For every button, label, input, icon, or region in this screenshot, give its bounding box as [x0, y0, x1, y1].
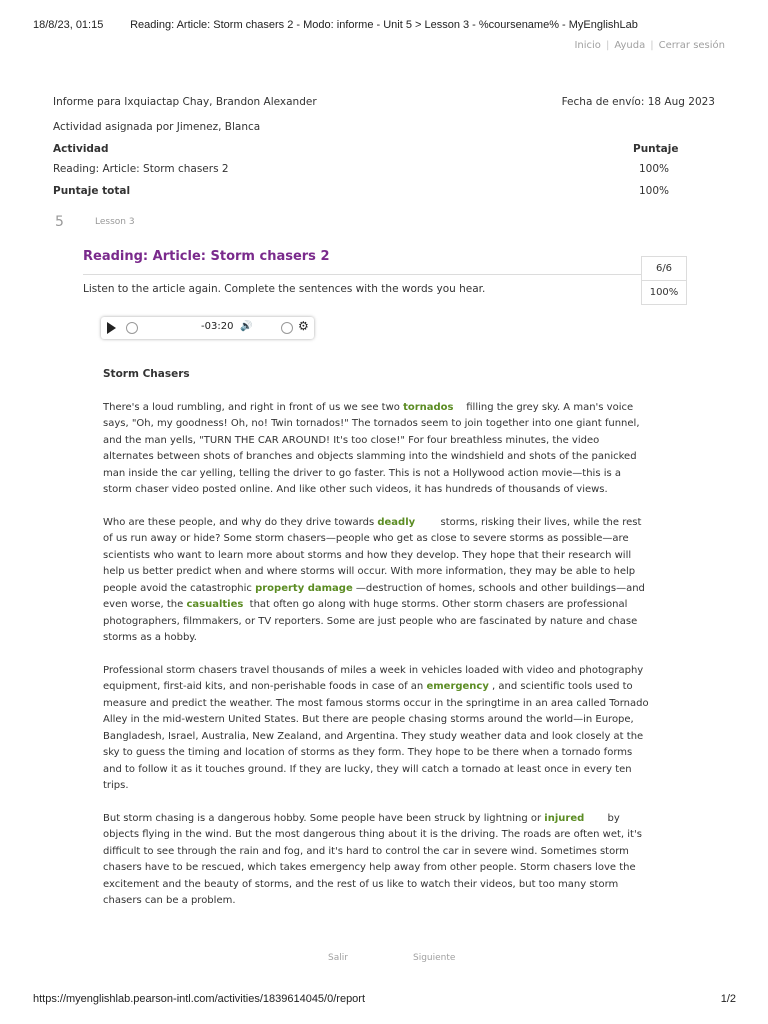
- next-button[interactable]: Siguiente: [413, 953, 456, 963]
- article-heading: Storm Chasers: [103, 368, 190, 380]
- lesson-label: Lesson 3: [95, 217, 135, 227]
- text: that often go along with huge storms. Other storm chasers are professional photographers, filmmakers, or TV reporters. Some are just people who are fascinated by nature and chase storms as a hobby.: [103, 599, 638, 643]
- audio-player: [101, 317, 314, 339]
- text: , and scientific tools used to measure and predict the weather. The most famous storms occur in the springtime in an area called Tornado Alley in the mid-western United States. But there are people chasing storms around the world—in Europe, Bangladesh, Israel, Australia, New Zealand, and Argentina. They study weather data and look closely at the sky to guess the timing and location of storms as they form. They hope to be there when a tornado forms and to follow it as it touches ground. If they are lucky, they will catch a tornado at least once in every ten trips.: [103, 681, 649, 791]
- print-url: https://myenglishlab.pearson-intl.com/activities/1839614045/0/report: [33, 993, 366, 1005]
- article-paragraph: [103, 811, 653, 910]
- row-activity-score: 100%: [639, 163, 670, 175]
- seek-slider-knob[interactable]: [126, 322, 138, 334]
- text: Who are these people, and why do they drive towards: [103, 516, 378, 528]
- link-separator: |: [605, 40, 610, 51]
- unit-number: 5: [55, 214, 64, 230]
- score-percent: 100%: [642, 280, 686, 304]
- home-link[interactable]: Inicio: [574, 40, 601, 51]
- play-icon[interactable]: [107, 322, 116, 334]
- text: filling the grey sky. A man's voice says, "Oh, my goodness! Oh, no! Twin tornados!" The tornados seem to join together into one giant funnel, and the man yells, "TURN THE CAR AROUND! It's too close!" For four breathless minutes, the video alternates between shots of branches and objects slamming into the windshield and shots of the panicked man inside the car yelling, telling the driver to go faster. This is not a Hollywood action movie—this is a storm chaser video posted online. And like other such videos, it has hundreds of thousands of views.: [103, 401, 640, 495]
- activity-title: Reading: Article: Storm chasers 2: [83, 249, 330, 264]
- text: There's a loud rumbling, and right in front of us we see two: [103, 401, 404, 413]
- title-divider: [83, 274, 641, 275]
- text: —destruction of homes, schools and other buildings—and even worse, the: [103, 582, 645, 610]
- article-paragraph: [103, 515, 653, 647]
- gear-icon[interactable]: ⚙: [298, 319, 309, 333]
- answer-emergency: emergency: [426, 681, 489, 692]
- col-score-header: Puntaje: [633, 143, 679, 155]
- print-date: 18/8/23, 01:15: [33, 19, 104, 31]
- answer-casualties: casualties: [186, 599, 244, 610]
- row-activity-name: Reading: Article: Storm chasers 2: [53, 163, 229, 175]
- text: storms, risking their lives, while the rest of us run away or hide? Some storm chasers—people who get as close to severe storms as possible—are scientists who want to learn more about storms and how they develop. They hope that their research will help us better predict when and where storms will occur. With more information, they may be able to help people avoid the catastrophic: [103, 516, 642, 594]
- submitted-date: Fecha de envío: 18 Aug 2023: [561, 96, 715, 108]
- answer-injured: injured: [544, 812, 585, 824]
- print-page-number: 1/2: [720, 993, 736, 1005]
- article: [103, 366, 653, 926]
- logout-link[interactable]: Cerrar sesión: [658, 40, 725, 51]
- answer-tornados: tornados: [403, 401, 454, 413]
- instructions: Listen to the article again. Complete the sentences with the words you hear.: [83, 283, 486, 295]
- assigned-by: Actividad asignada por Jimenez, Blanca: [53, 121, 261, 133]
- score-fraction: 6/6: [655, 263, 673, 274]
- volume-slider-knob[interactable]: [281, 322, 293, 334]
- link-separator: |: [650, 40, 654, 51]
- text: by objects flying in the wind. But the most dangerous thing about it is the driving. The roads are often wet, it's difficult to see through the rain and fog, and it's hard to control the car in severe wind. Sometimes storm chasers have to be rescued, which takes emergency help away from other people. Storm chasers love the excitement and the beauty of storms, and the rest of us like to watch their videos, but too many storm chasers can be a problem.: [103, 812, 642, 906]
- total-label: Puntaje total: [53, 185, 131, 197]
- total-score: 100%: [639, 185, 670, 197]
- article-paragraph: [103, 400, 653, 499]
- col-activity-header: Actividad: [53, 143, 109, 155]
- volume-icon[interactable]: 🔊: [240, 321, 253, 332]
- exit-button[interactable]: Salir: [328, 953, 348, 963]
- report-for: Informe para Ixquiactap Chay, Brandon Alexander: [53, 96, 317, 108]
- top-links: [574, 40, 725, 51]
- print-title: Reading: Article: Storm chasers 2 - Modo: informe - Unit 5 > Lesson 3 - %coursename% - MyEnglishLab: [130, 19, 638, 31]
- article-paragraph: [103, 663, 653, 795]
- time-remaining: -03:20: [201, 321, 234, 332]
- text: Professional storm chasers travel thousands of miles a week in vehicles loaded with video and photography equipment, first-aid kits, and non-perishable foods in case of an: [103, 664, 644, 692]
- answer-property-damage: property damage: [255, 582, 353, 594]
- text: But storm chasing is a dangerous hobby. Some people have been struck by lightning or: [103, 812, 545, 824]
- answer-deadly: deadly: [377, 516, 416, 528]
- help-link[interactable]: Ayuda: [614, 40, 646, 51]
- score-box: [641, 256, 687, 305]
